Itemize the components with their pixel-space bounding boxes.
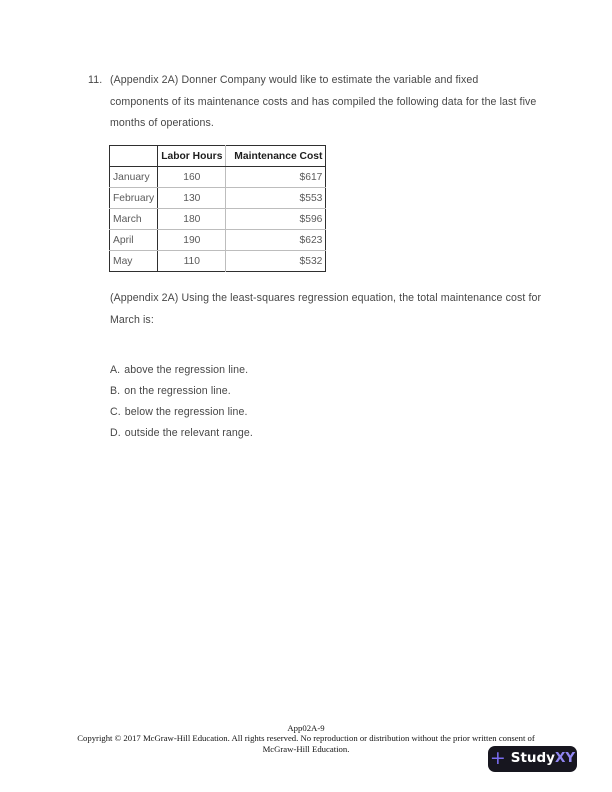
studyxy-logo-text (511, 752, 575, 766)
month-cell: May (110, 251, 158, 272)
table-row (110, 188, 326, 209)
studyxy-logo-badge[interactable] (488, 746, 577, 772)
choice-c-letter: C. (110, 406, 121, 418)
choice-c-text: below the regression line. (124, 406, 248, 418)
choice-a-letter: A. (110, 364, 121, 376)
footer-copyright-line2: McGraw-Hill Education. (262, 743, 350, 754)
table-row (110, 251, 326, 272)
labor-hours-cell: 130 (158, 188, 226, 209)
month-cell: April (110, 230, 158, 251)
choice-d-text: outside the relevant range. (124, 427, 253, 439)
month-cell: February (110, 188, 158, 209)
table-header-labor-hours: Labor Hours (158, 146, 226, 167)
month-cell: January (110, 167, 158, 188)
footer-copyright-line1: Copyright © 2017 McGraw-Hill Education. All rights reserved. No reproduction or distribution without the prior written consent of (77, 733, 535, 744)
table-header-empty (110, 146, 158, 167)
footer-page-id: App02A-9 (287, 723, 325, 733)
question-prompt: (Appendix 2A) Using the least-squares regression equation, the total maintenance cost for March is: (110, 292, 542, 326)
maintenance-cost-cell: $553 (226, 188, 326, 209)
logo-study-text: Study (510, 750, 555, 767)
choice-d-letter: D. (110, 427, 121, 439)
table-header-maintenance-cost: Maintenance Cost (226, 146, 326, 167)
choice-a (110, 360, 253, 381)
maintenance-cost-cell: $532 (299, 255, 323, 267)
table-header-row (110, 146, 326, 167)
question-number: 11. (88, 74, 103, 86)
choice-b-letter: B. (110, 385, 121, 397)
table-row (110, 167, 326, 188)
maintenance-cost-cell: $623 (226, 230, 326, 251)
question-block (88, 70, 540, 135)
answer-choices (110, 360, 253, 444)
logo-xy-text: XY (555, 750, 576, 767)
choice-b-text: on the regression line. (124, 385, 231, 397)
labor-hours-cell: 180 (158, 209, 226, 230)
labor-hours-cell: 110 (158, 251, 226, 272)
maintenance-cost-cell: $617 (226, 167, 326, 188)
plus-icon: + (489, 746, 506, 769)
choice-a-text: above the regression line. (124, 364, 249, 376)
table-row (110, 209, 326, 230)
month-cell: March (110, 209, 158, 230)
choice-c (110, 402, 253, 423)
table-row (110, 230, 326, 251)
choice-b (110, 381, 253, 402)
choice-d (110, 423, 253, 444)
maintenance-cost-cell: $596 (226, 209, 326, 230)
question-text: (Appendix 2A) Donner Company would like to estimate the variable and fixed components of its maintenance costs and has compiled the following data for the last five months of operations. (110, 74, 537, 129)
labor-hours-cell: 160 (158, 167, 226, 188)
labor-hours-cell: 190 (158, 230, 226, 251)
maintenance-cost-table (109, 145, 326, 272)
